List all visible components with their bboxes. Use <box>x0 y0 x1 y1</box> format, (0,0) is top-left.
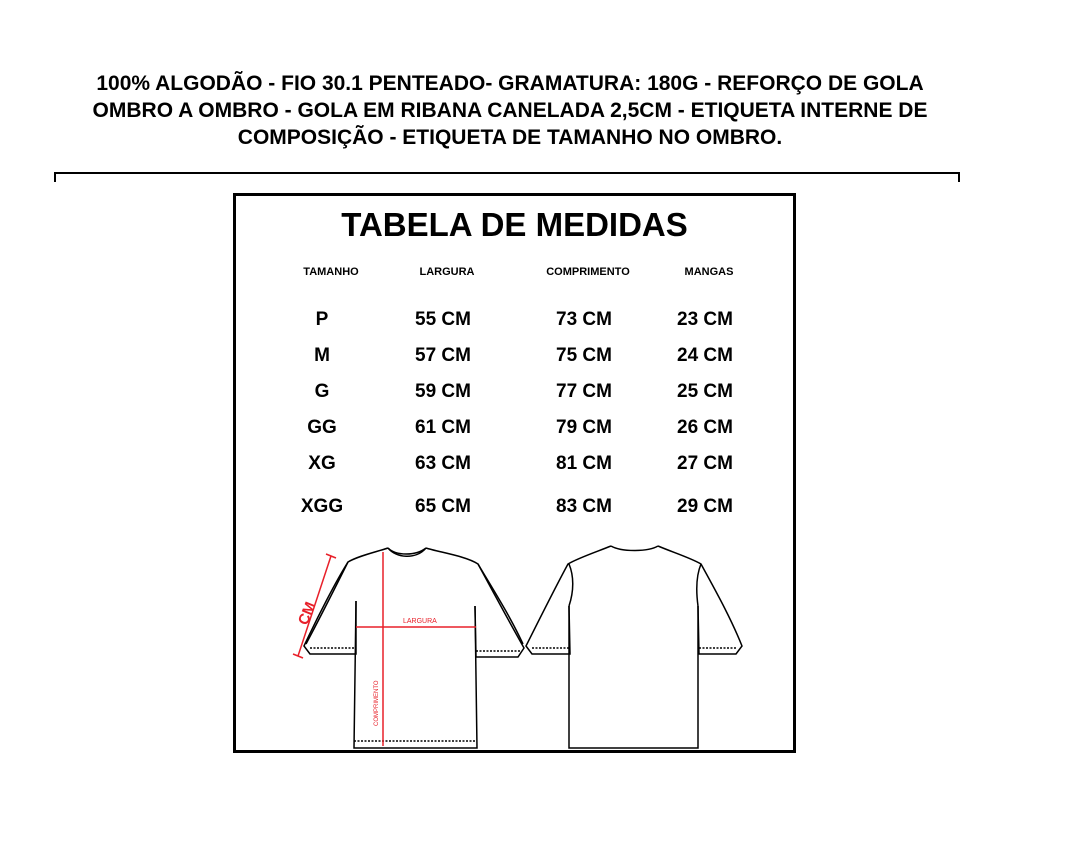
header-tamanho: TAMANHO <box>303 266 359 278</box>
front-measure-lines <box>293 552 476 746</box>
length-cell: 73 CM <box>556 309 612 330</box>
length-cell: 81 CM <box>556 453 612 474</box>
header-largura: LARGURA <box>419 266 475 278</box>
size-cell: G <box>314 381 330 402</box>
description-line-2: OMBRO A OMBRO - GOLA EM RIBANA CANELADA 2,5CM - ETIQUETA INTERNE DE <box>92 99 928 122</box>
sleeve-cell: 24 CM <box>677 345 733 366</box>
width-cell: 63 CM <box>415 453 471 474</box>
size-cell: XGG <box>300 496 344 517</box>
size-cell: GG <box>307 417 337 438</box>
length-cell: 75 CM <box>556 345 612 366</box>
header-mangas: MANGAS <box>684 266 734 278</box>
description-line-3: COMPOSIÇÃO - ETIQUETA DE TAMANHO NO OMBRO. <box>237 126 783 149</box>
width-cell: 61 CM <box>415 417 471 438</box>
front-tshirt-icon <box>304 548 524 748</box>
length-label: COMPRIMENTO <box>374 680 380 726</box>
width-label: LARGURA <box>403 618 437 625</box>
sleeve-cell: 29 CM <box>677 496 733 517</box>
sleeve-cell: 25 CM <box>677 381 733 402</box>
width-cell: 57 CM <box>415 345 471 366</box>
header-comprimento: COMPRIMENTO <box>546 266 630 278</box>
product-description <box>0 70 1020 151</box>
description-line-1: 100% ALGODÃO - FIO 30.1 PENTEADO- GRAMATURA: 180G - REFORÇO DE GOLA <box>96 72 924 95</box>
sleeve-cell: 26 CM <box>677 417 733 438</box>
length-cell: 77 CM <box>556 381 612 402</box>
size-table-box <box>233 193 796 753</box>
size-table-title: TABELA DE MEDIDAS <box>341 206 688 243</box>
length-cell: 83 CM <box>556 496 612 517</box>
width-cell: 59 CM <box>415 381 471 402</box>
back-tshirt-icon <box>526 546 742 748</box>
sleeve-cell: 27 CM <box>677 453 733 474</box>
length-cell: 79 CM <box>556 417 612 438</box>
tshirt-diagram <box>236 196 793 750</box>
size-cell: P <box>315 309 329 330</box>
size-cell: XG <box>308 453 336 474</box>
sleeve-label: CM <box>294 599 320 628</box>
sleeve-cell: 23 CM <box>677 309 733 330</box>
size-cell: M <box>314 345 330 366</box>
section-divider-bracket <box>54 172 960 182</box>
width-cell: 65 CM <box>415 496 471 517</box>
width-cell: 55 CM <box>415 309 471 330</box>
